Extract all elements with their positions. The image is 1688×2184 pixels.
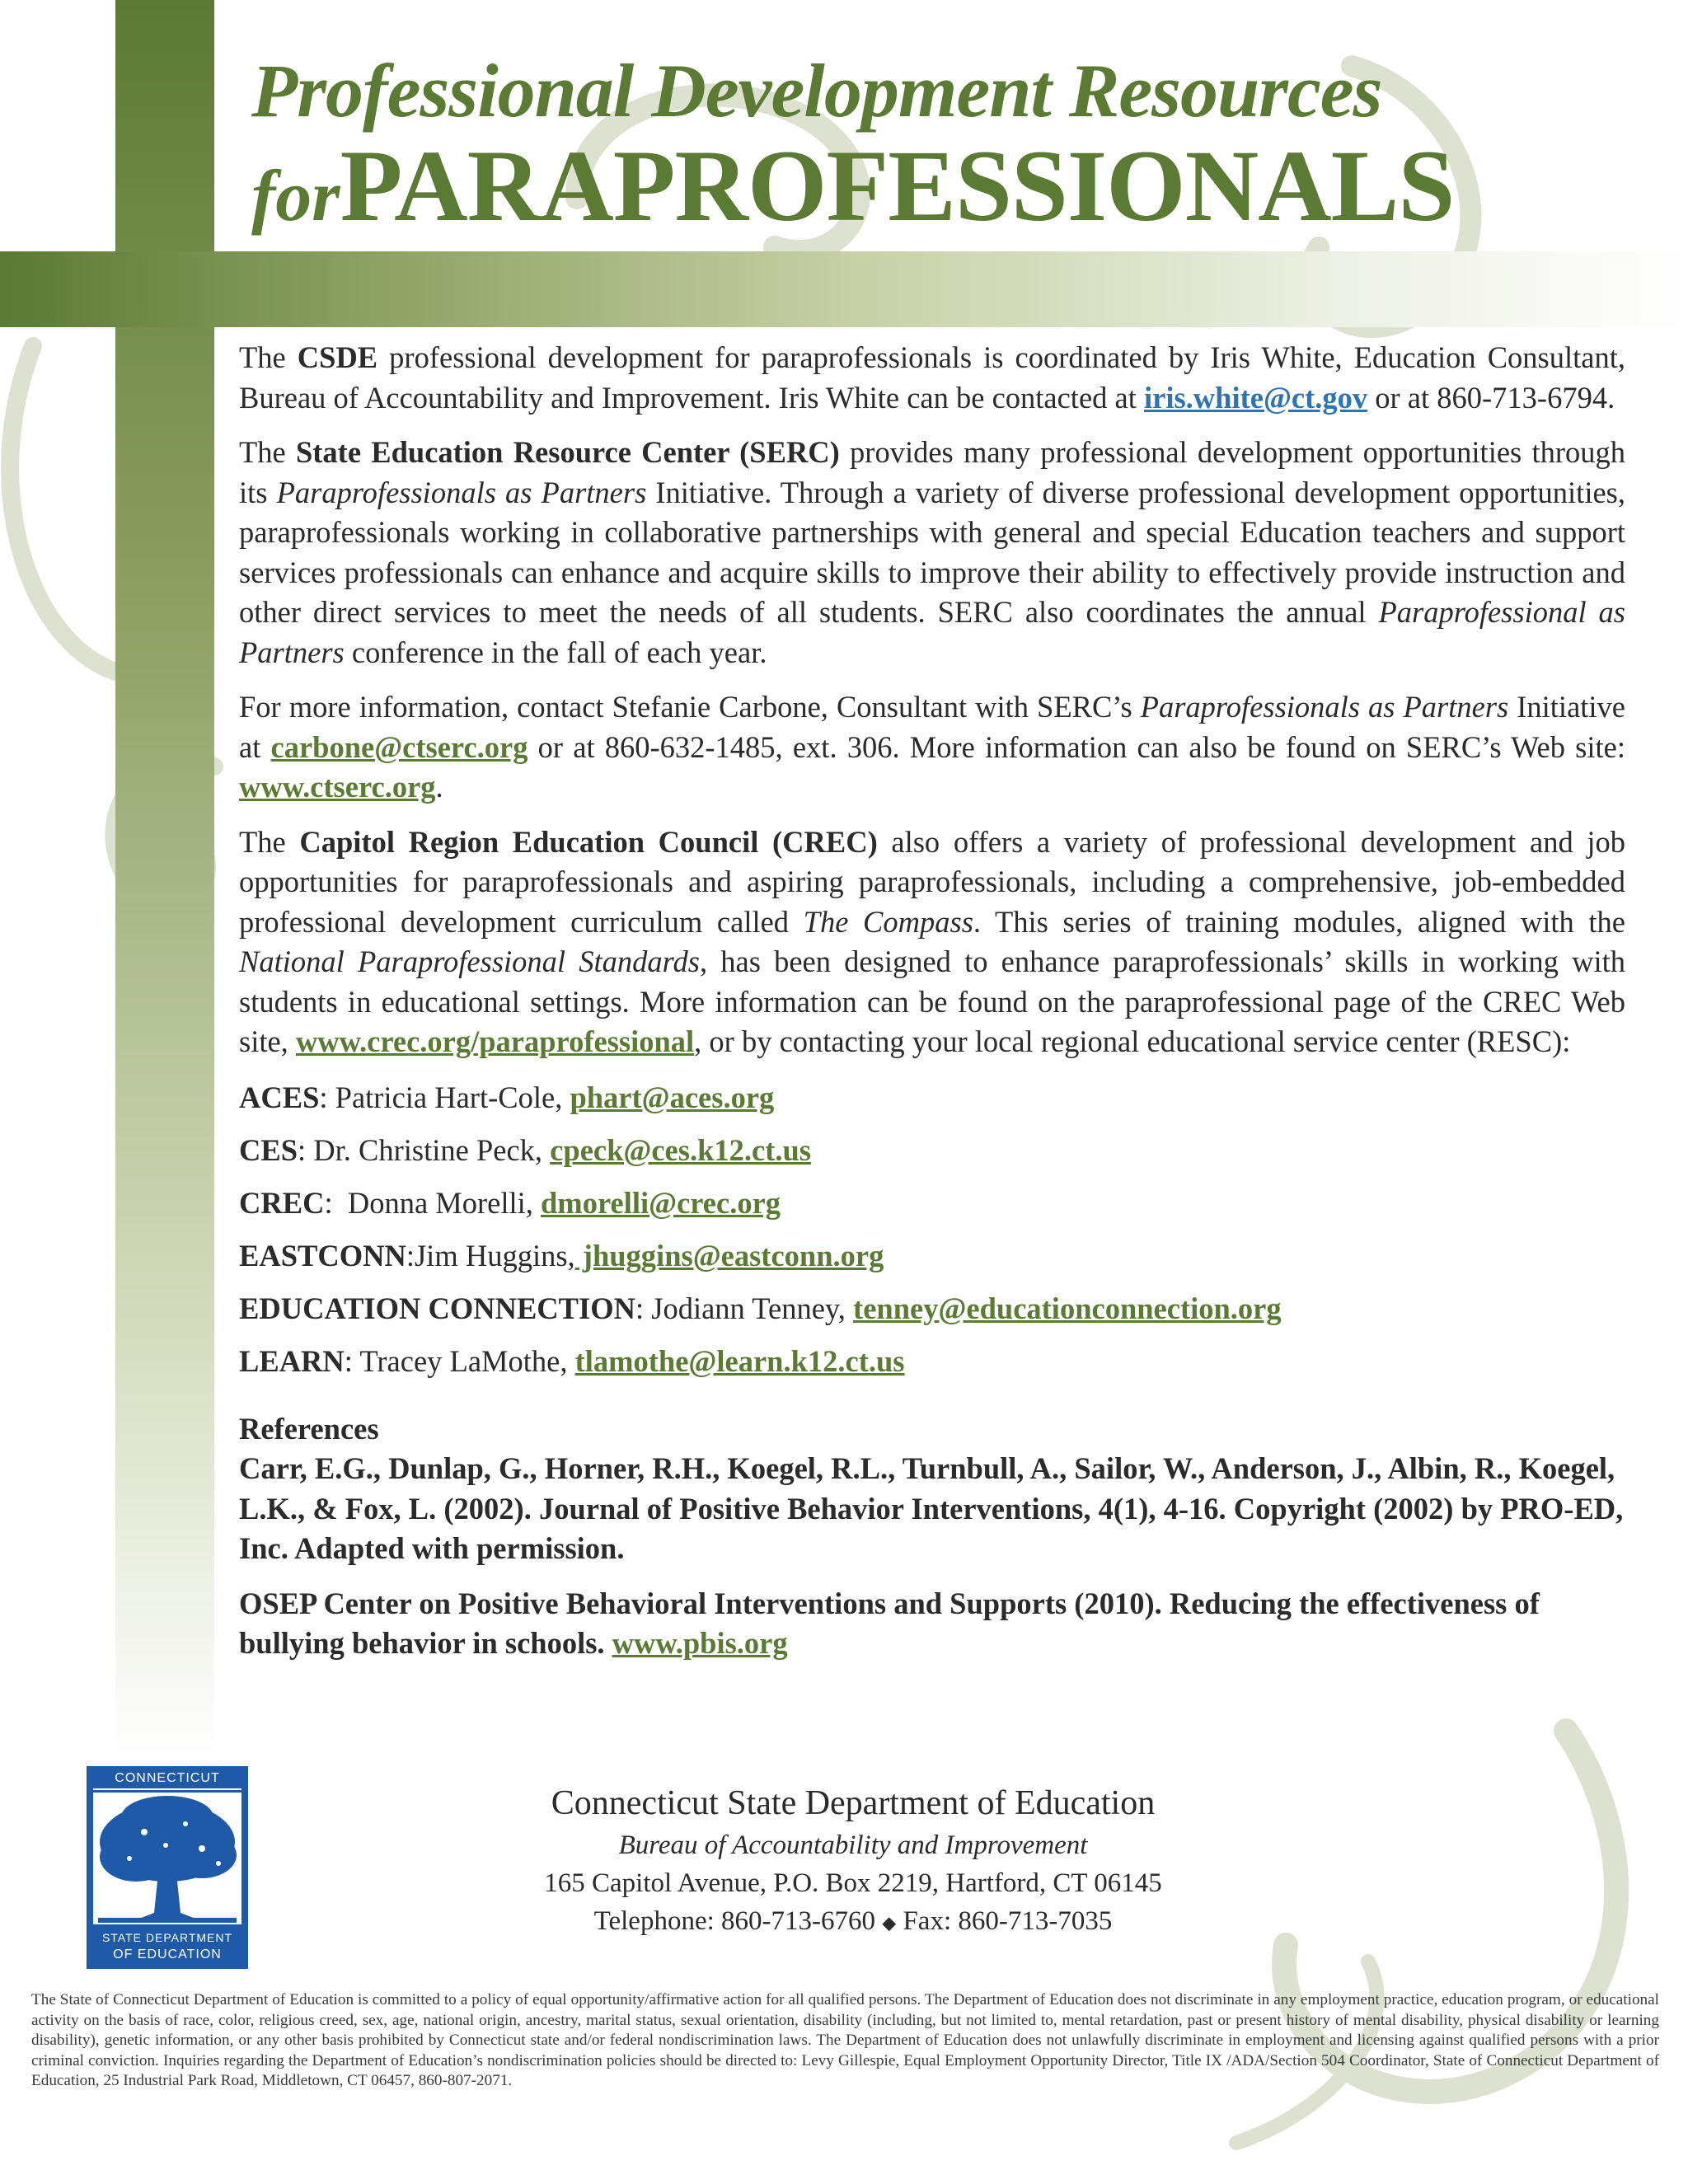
title-for: for — [251, 157, 340, 237]
paragraph-csde: The CSDE professional development for paraprofessionals is coordinated by Iris White, Education Consultant, Bureau of Accountability and Improvement. Iris White can be contacted at iris.white@ct.gov or at 860-713-6794. — [239, 340, 1626, 415]
reference-carr: Carr, E.G., Dunlap, G., Horner, R.H., Koegel, R.L., Turnbull, A., Sailor, W., Anderson, J., Albin, R., Koegel, L.K., & Fox, L. (2002). Journal of Positive Behavior Interventions, 4(1), 4-16. Copyright (2002) by PRO-ED, Inc. Adapted with permission. — [239, 1451, 1624, 1565]
email-link-iris-white[interactable]: iris.white@ct.gov — [1144, 380, 1368, 415]
title-paraprofessionals: PARAPROFESSIONALS — [340, 129, 1455, 242]
email-link-crec[interactable]: dmorelli@crec.org — [541, 1185, 781, 1220]
csde-logo — [87, 1766, 248, 1969]
logo-bottom-label-2: OF EDUCATION — [113, 1947, 222, 1961]
email-link-ces[interactable]: cpeck@ces.k12.ct.us — [550, 1132, 811, 1167]
reference-osep: OSEP Center on Positive Behavioral Interventions and Supports (2010). Reducing the effectiveness of bullying behavior in schools. www.pbis.org — [239, 1586, 1540, 1660]
contact-education-connection: EDUCATION CONNECTION: Jodiann Tenney, tenney@educationconnection.org — [239, 1291, 1282, 1325]
email-link-education-connection[interactable]: tenney@educationconnection.org — [853, 1291, 1282, 1325]
nondiscrimination-disclaimer: The State of Connecticut Department of Education is committed to a policy of equal opportunity/affirmative action for all qualified persons. The Department of Education does not discriminate in any employment practice, education program, or educational activity on the basis of race, color, religious creed, sex, age, national origin, ancestry, marital status, sexual orientation, disability (including, but not limited to, mental retardation, past or present history of mental disability, physical disability or learning disability), genetic information, or any other basis prohibited by Connecticut state and/or federal nondiscrimination laws. The Department of Education does not unlawfully discriminate in employment and licensing against qualified persons with a prior criminal conviction. Inquiries regarding the Department of Education’s nondiscrimination policies should be directed to: Levy Gillespie, Equal Employment Opportunity Director, Title IX /ADA/Section 504 Coordinator, State of Connecticut Department of Education, 25 Industrial Park Road, Middletown, CT 06457, 860-807-2071. — [31, 1991, 1659, 2089]
paragraph-serc: The State Education Resource Center (SERC) provides many professional development opportunities through its Paraprofessionals as Partners Initiative. Through a variety of diverse professional development opportunities, paraprofessionals working in collaborative partnerships with general and special Education teachers and support services professionals can enhance and acquire skills to improve their ability to effectively provide instruction and other direct services to meet the needs of all students. SERC also coordinates the annual Paraprofessional as Partners conference in the fall of each year. — [239, 435, 1626, 669]
mailing-address: 165 Capitol Avenue, P.O. Box 2219, Hartford, CT 06145 — [544, 1868, 1162, 1898]
contact-crec: CREC: Donna Morelli, dmorelli@crec.org — [239, 1185, 781, 1220]
email-link-learn[interactable]: tlamothe@learn.k12.ct.us — [574, 1343, 905, 1378]
department-address-block — [404, 1780, 1302, 1942]
paragraph-crec: The Capitol Region Education Council (CREC) also offers a variety of professional development and job opportunities for paraprofessionals and aspiring paraprofessionals, including a comprehensive, job-embedded professional development curriculum called The Compass. This series of training modules, aligned with the National Paraprofessional Standards, has been designed to enhance paraprofessionals’ skills in working with students in educational settings. More information can be found on the paraprofessional page of the CREC Web site, www.crec.org/paraprofessional, or by contacting your local regional educational service center (RESC): — [239, 824, 1625, 1058]
paragraph-serc-contact: For more information, contact Stefanie Carbone, Consultant with SERC’s Paraprofessionals as Partners Initiative at carbone@ctserc.org or at 860-632-1485, ext. 306. More information can also be found on SERC’s Web site: www.ctserc.org. — [239, 690, 1626, 804]
link-ctserc[interactable]: www.ctserc.org — [239, 770, 436, 804]
link-pbis[interactable]: www.pbis.org — [612, 1626, 788, 1660]
main-content — [239, 338, 1625, 1679]
email-link-eastconn[interactable]: jhuggins@eastconn.org — [574, 1238, 884, 1272]
contact-aces: ACES: Patricia Hart-Cole, phart@aces.org — [239, 1080, 775, 1114]
department-name: Connecticut State Department of Education — [551, 1784, 1156, 1822]
logo-top-label: CONNECTICUT — [93, 1771, 241, 1790]
horizontal-green-bar — [0, 251, 1688, 327]
email-link-carbone[interactable]: carbone@ctserc.org — [270, 729, 528, 764]
logo-bottom-label-1: STATE DEPARTMENT — [101, 1931, 233, 1944]
page-title: Professional Development Resources — [251, 49, 1382, 133]
page-subtitle — [251, 129, 1455, 242]
contact-learn: LEARN: Tracey LaMothe, tlamothe@learn.k12.ct.us — [239, 1343, 905, 1378]
phone-fax-line: Telephone: 860-713-6760 ◆ Fax: 860-713-7035 — [593, 1906, 1113, 1936]
contact-ces: CES: Dr. Christine Peck, cpeck@ces.k12.ct.us — [239, 1132, 811, 1167]
link-crec-paraprofessional[interactable]: www.crec.org/paraprofessional — [295, 1024, 695, 1058]
diamond-separator-icon: ◆ — [882, 1912, 897, 1933]
references-heading: References — [239, 1411, 379, 1446]
bureau-name: Bureau of Accountability and Improvement — [618, 1830, 1088, 1860]
contact-eastconn: EASTCONN:Jim Huggins, jhuggins@eastconn.org — [239, 1238, 884, 1272]
email-link-aces[interactable]: phart@aces.org — [570, 1080, 775, 1114]
references-section — [239, 1409, 1625, 1664]
